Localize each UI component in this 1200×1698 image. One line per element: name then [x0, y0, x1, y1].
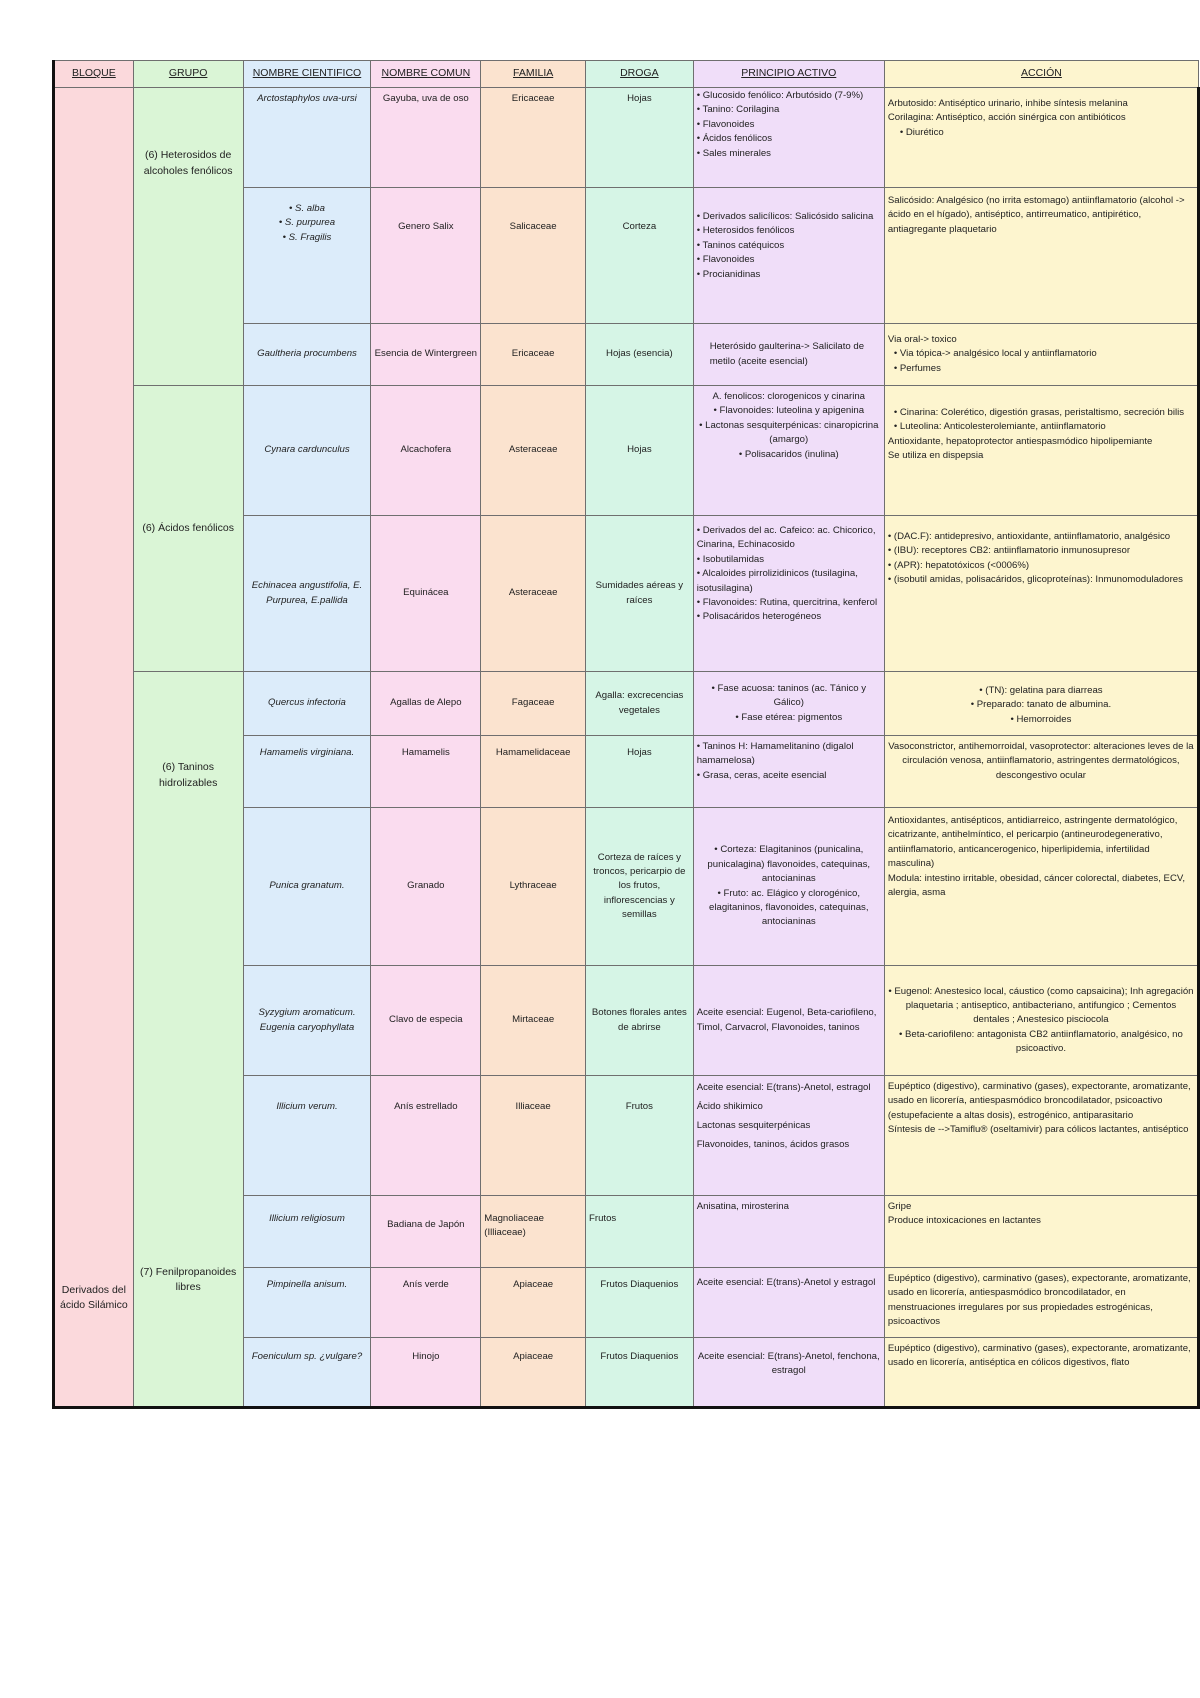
action-item: • Perfumes	[888, 362, 1194, 376]
active-principle	[693, 808, 884, 966]
principle-item: • Corteza: Elagitaninos (punicalina, punicalagina) flavonoides, catequinas, antocianinas	[697, 843, 881, 886]
common-name: Gayuba, uva de oso	[371, 88, 481, 188]
principle-item: • Derivados del ac. Cafeico: ac. Chicorico, Cinarina, Echinacosido	[697, 524, 881, 553]
active-principle: Aceite esencial: E(trans)-Anetol, fenchona, estragol	[693, 1338, 884, 1408]
principle-item: Lactonas sesquiterpénicas	[696, 1119, 811, 1131]
action-item: • Luteolina: Anticolesterolemiante, antiinflamatorio	[888, 420, 1194, 434]
principle-item: • Sales minerales	[697, 147, 881, 161]
common-name: Badiana de Japón	[371, 1196, 481, 1268]
scientific-name-item: • S. Fragilis	[247, 231, 368, 245]
principle-item: • Ácidos fenólicos	[697, 132, 881, 146]
action-item: Arbutosido: Antiséptico urinario, inhibe síntesis melanina	[887, 98, 1128, 109]
action	[884, 88, 1198, 188]
principle-item: • Flavonoides	[697, 118, 881, 132]
table-row	[54, 672, 1199, 736]
drug-part: Botones florales antes de abrirse	[586, 966, 694, 1076]
family: Illiaceae	[481, 1076, 586, 1196]
group-cell-fenilpropanoides: (7) Fenilpropanoides libres	[133, 808, 243, 1408]
drug-table-sheet	[52, 60, 1200, 1409]
principle-item: • Taninos catéquicos	[697, 239, 881, 253]
group-cell-taninos: (6) Taninos hidrolizables	[133, 672, 243, 808]
action-item: Via oral-> toxico	[887, 333, 957, 345]
action-item: • (isobutil amidas, polisacáridos, glicoproteínas): Inmunomoduladores	[888, 573, 1194, 587]
family: Apiaceae	[481, 1268, 586, 1338]
action	[884, 672, 1198, 736]
family: Ericaceae	[481, 88, 586, 188]
scientific-name: Quercus infectoria	[243, 672, 371, 736]
scientific-name-item: • S. alba	[247, 202, 368, 216]
drug-part: Corteza	[586, 188, 694, 324]
table-row	[54, 808, 1199, 966]
drug-part: Corteza de raíces y troncos, pericarpio de los frutos, inflorescencias y semillas	[586, 808, 694, 966]
principle-item: • Polisacaridos (inulina)	[697, 448, 881, 462]
scientific-name: Arctostaphylos uva-ursi	[243, 88, 371, 188]
scientific-name: Echinacea angustifolia, E. Purpurea, E.pallida	[243, 516, 371, 672]
action	[884, 1076, 1198, 1196]
principle-item: • Flavonoides	[697, 253, 881, 267]
principle-item: • Flavonoides: Rutina, quercitrina, kenferol	[697, 596, 881, 610]
header-nombre-cientifico: NOMBRE CIENTIFICO	[243, 61, 371, 88]
principle-item: • Heterosidos fenólicos	[697, 224, 881, 238]
action-item: Corilagina: Antiséptico, acción sinérgica con antibióticos	[887, 112, 1126, 124]
family: Asteraceae	[481, 516, 586, 672]
action-item: • (IBU): receptores CB2: antiinflamatorio inmunosupresor	[888, 544, 1194, 558]
scientific-name: Gaultheria procumbens	[243, 324, 371, 386]
action-item: • (TN): gelatina para diarreas	[888, 684, 1194, 698]
principle-item: A. fenolicos: clorogenicos y cinarina	[712, 391, 866, 402]
drug-part: Frutos Diaquenios	[586, 1338, 694, 1408]
family: Asteraceae	[481, 386, 586, 516]
action: Salicósido: Analgésico (no irrita estomago) antiinflamatorio (alcohol -> ácido en el hígado), antiséptico, antirreumatico, antipirético, antiagregante plaquetario	[884, 188, 1198, 324]
action-item: • (APR): hepatotóxicos (<0006%)	[888, 559, 1194, 573]
principle-item: • Flavonoides: luteolina y apigenina	[697, 404, 881, 418]
active-principle: Aceite esencial: E(trans)-Anetol y estragol	[693, 1268, 884, 1338]
action-item: Se utiliza en dispepsia	[887, 450, 984, 462]
family: Fagaceae	[481, 672, 586, 736]
header-grupo: GRUPO	[133, 61, 243, 88]
principle-item: • Lactonas sesquiterpénicas: cinaropicrina (amargo)	[697, 419, 881, 448]
principle-item: • Isobutilamidas	[697, 553, 881, 567]
group-cell-heterosidos: (6) Heterosidos de alcoholes fenólicos	[133, 88, 243, 386]
active-principle	[693, 1076, 884, 1196]
action: Eupéptico (digestivo), carminativo (gases), expectorante, aromatizante, usado en licorería, antiespasmódico broncodilatador, en menstruaciones irregulares por sus propiedades estrogénicas, psicoactivos	[884, 1268, 1198, 1338]
drug-part: Frutos	[586, 1076, 694, 1196]
family: Apiaceae	[481, 1338, 586, 1408]
action	[884, 966, 1198, 1076]
principle-item: • Fase etérea: pigmentos	[697, 711, 881, 725]
action-item: • Cinarina: Colerético, digestión grasas, peristaltismo, secreción bilis	[888, 406, 1194, 420]
family: Mirtaceae	[481, 966, 586, 1076]
family: Salicaceae	[481, 188, 586, 324]
active-principle	[693, 386, 884, 516]
common-name: Alcachofera	[371, 386, 481, 516]
scientific-name: Illicium verum.	[243, 1076, 371, 1196]
action-item: Antioxidantes, antisépticos, antidiarreico, astringente dermatológico, cicatrizante, antihelmíntico, el pericarpio (antineurodegenerativo, antiinflamatorio, anticancerogenico, hiperlipidemia, infertilidad masculina)	[887, 815, 1178, 870]
drug-part: Frutos Diaquenios	[586, 1268, 694, 1338]
principle-item: • Polisacáridos heterogéneos	[697, 610, 881, 624]
common-name: Hinojo	[371, 1338, 481, 1408]
active-principle: Heterósido gaulterina-> Salicilato de metilo (aceite esencial)	[693, 324, 884, 386]
scientific-name: Pimpinella anisum.	[243, 1268, 371, 1338]
active-principle	[693, 672, 884, 736]
active-principle	[693, 736, 884, 808]
principle-item: Flavonoides, taninos, ácidos grasos	[696, 1138, 850, 1150]
scientific-name: Syzygium aromaticum. Eugenia caryophyllata	[243, 966, 371, 1076]
action	[884, 386, 1198, 516]
principle-item: • Grasa, ceras, aceite esencial	[697, 769, 881, 783]
scientific-name: Foeniculum sp. ¿vulgare?	[243, 1338, 371, 1408]
active-principle	[693, 516, 884, 672]
principle-item: • Derivados salicílicos: Salicósido salicina	[697, 210, 881, 224]
action-item: Gripe	[887, 1201, 912, 1212]
principle-item: • Alcaloides pirrolizidinicos (tusilagina, isotusilagina)	[697, 567, 881, 596]
action-item: • Diurético	[888, 126, 1194, 140]
table-row	[54, 88, 1199, 188]
action-item: • Eugenol: Anestesico local, cáustico (como capsaicina); Inh agregación plaquetaria ; antiseptico, antibacteriano, antifungico ; Cementos dentales ; Anestesico pisciocola	[888, 985, 1194, 1028]
table-row	[54, 386, 1199, 516]
common-name: Agallas de Alepo	[371, 672, 481, 736]
principle-item: • Fase acuosa: taninos (ac. Tánico y Gálico)	[697, 682, 881, 711]
common-name: Esencia de Wintergreen	[371, 324, 481, 386]
action: Eupéptico (digestivo), carminativo (gases), expectorante, aromatizante, usado en licorería, antiséptica en cólicos digestivos, flato	[884, 1338, 1198, 1408]
action-item: • (DAC.F): antidepresivo, antioxidante, antiinflamatorio, analgésico	[888, 530, 1194, 544]
drug-part: Hojas (esencia)	[586, 324, 694, 386]
principle-item: Ácido shikimico	[696, 1100, 763, 1112]
common-name: Equinácea	[371, 516, 481, 672]
action-item: • Via tópica-> analgésico local y antiinflamatorio	[888, 347, 1194, 361]
common-name: Clavo de especia	[371, 966, 481, 1076]
scientific-name: Punica granatum.	[243, 808, 371, 966]
common-name: Granado	[371, 808, 481, 966]
action-item: Síntesis de -->Tamiflu® (oseltamivir) para cólicos lactantes, antiséptico	[887, 1124, 1189, 1136]
drug-part: Frutos	[586, 1196, 694, 1268]
action	[884, 808, 1198, 966]
family: Ericaceae	[481, 324, 586, 386]
active-principle: Aceite esencial: Eugenol, Beta-cariofileno, Timol, Carvacrol, Flavonoides, taninos	[693, 966, 884, 1076]
action-item: Eupéptico (digestivo), carminativo (gases), expectorante, aromatizante, usado en licorería, antiespasmódico broncodilatador, psicoactivo (estupefaciente a altas dosis), estrogénico, antiparasitario	[887, 1081, 1191, 1121]
principle-item: • Glucosido fenólico: Arbutósido (7-9%)	[697, 89, 881, 103]
active-principle	[693, 88, 884, 188]
action: Vasoconstrictor, antihemorroidal, vasoprotector: alteraciones leves de la circulación venosa, antiinflamatorio, astringentes dermatológicos, descongestivo ocular	[884, 736, 1198, 808]
action-item: • Beta-cariofileno: antagonista CB2 antiinflamatorio, analgésico, no psicoactivo.	[888, 1028, 1194, 1057]
drug-part: Sumidades aéreas y raíces	[586, 516, 694, 672]
principle-item: Aceite esencial: E(trans)-Anetol, estragol	[696, 1082, 871, 1093]
common-name: Hamamelis	[371, 736, 481, 808]
principle-item: • Tanino: Corilagina	[697, 103, 881, 117]
action	[884, 324, 1198, 386]
action-item: Antioxidante, hepatoprotector antiespasmódico hipolipemiante	[887, 435, 1153, 447]
drug-part: Hojas	[586, 386, 694, 516]
family: Lythraceae	[481, 808, 586, 966]
common-name: Anís estrellado	[371, 1076, 481, 1196]
header-row	[54, 61, 1199, 88]
header-nombre-comun: NOMBRE COMUN	[371, 61, 481, 88]
active-principle	[693, 188, 884, 324]
principle-item: • Procianidinas	[697, 268, 881, 282]
header-familia: FAMILIA	[481, 61, 586, 88]
scientific-name	[243, 188, 371, 324]
active-principle: Anisatina, mirosterina	[693, 1196, 884, 1268]
action-item: Modula: intestino irritable, obesidad, cáncer colorectal, diabetes, ECV, alergia, asma	[887, 872, 1186, 898]
principle-item: • Taninos H: Hamamelitanino (digalol hamamelosa)	[697, 740, 881, 769]
scientific-name: Cynara cardunculus	[243, 386, 371, 516]
scientific-name: Hamamelis virginiana.	[243, 736, 371, 808]
drug-part: Agalla: excrecencias vegetales	[586, 672, 694, 736]
action-item: • Hemorroides	[888, 713, 1194, 727]
drug-part: Hojas	[586, 88, 694, 188]
scientific-name-item: • S. purpurea	[247, 216, 368, 230]
family: Hamamelidaceae	[481, 736, 586, 808]
header-principio-activo: PRINCIPIO ACTIVO	[693, 61, 884, 88]
family: Magnoliaceae (Illiaceae)	[481, 1196, 586, 1268]
principle-item: • Fruto: ac. Elágico y clorogénico, elagitaninos, flavonoides, catequinas, antocianinas	[697, 887, 881, 930]
group-cell-acidos: (6) Ácidos fenólicos	[133, 386, 243, 672]
header-droga: DROGA	[586, 61, 694, 88]
pharmacognosy-table	[52, 60, 1200, 1409]
common-name: Genero Salix	[371, 188, 481, 324]
header-accion: ACCIÓN	[884, 61, 1198, 88]
action-item: • Preparado: tanato de albumina.	[888, 698, 1194, 712]
action	[884, 516, 1198, 672]
action-item: Produce intoxicaciones en lactantes	[887, 1215, 1041, 1227]
action	[884, 1196, 1198, 1268]
drug-part: Hojas	[586, 736, 694, 808]
bloque-cell: Derivados del ácido Silámico	[54, 88, 134, 1408]
common-name: Anís verde	[371, 1268, 481, 1338]
scientific-name: Illicium religiosum	[243, 1196, 371, 1268]
header-bloque: BLOQUE	[54, 61, 134, 88]
